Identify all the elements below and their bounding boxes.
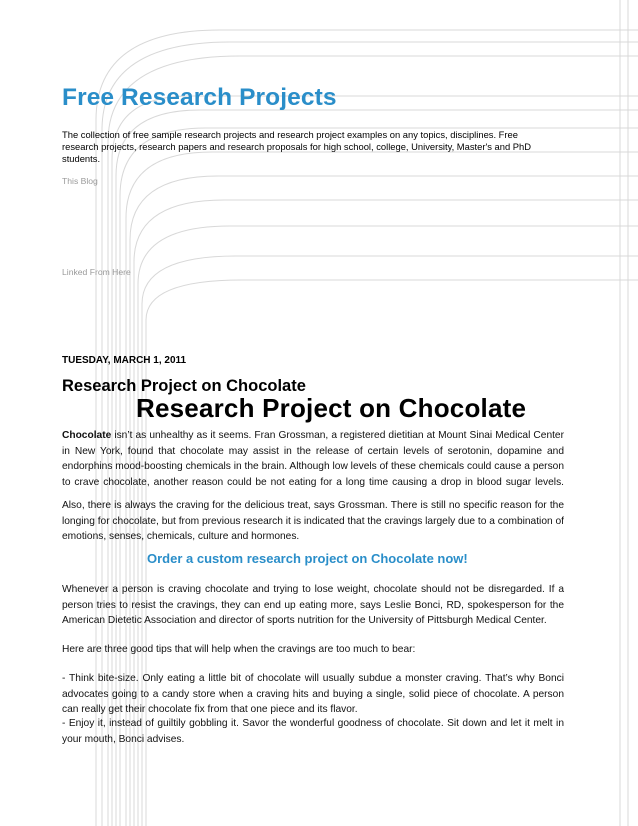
linked-from-here-label[interactable]: Linked From Here [62, 267, 131, 277]
post-date: TUESDAY, MARCH 1, 2011 [62, 355, 187, 366]
paragraph-1-lead: Chocolate [62, 430, 112, 441]
order-cta-link[interactable]: Order a custom research project on Chocolate now! [147, 551, 468, 566]
post-title: Research Project on Chocolate [62, 377, 306, 395]
paragraph-4: Here are three good tips that will help when the cravings are too much to bear: [62, 644, 416, 655]
paragraph-1 [62, 428, 564, 491]
paragraph-2: Also, there is always the craving for the delicious treat, says Grossman. There is still no specific reason for the longing for chocolate, but from previous research it is indicated that the cravings largely due to a combination of emotions, senses, chemicals, culture and hormones. [62, 500, 564, 543]
blog-description: The collection of free sample research projects and research project examples on any topics, disciplines. Free research projects, research papers and research proposals for high school, college, University, Master's and PhD students. [62, 129, 532, 164]
paragraph-1-body: isn’t as unhealthy as it seems. Fran Grossman, a registered dietitian at Mount Sinai Medical Center in New York, found that chocolate may assist in the release of certain levels of serotonin, dopamine and endorphins mood-boosting chemicals in the brain. Although low levels of these chemicals could cause a person to crave chocolate, another reason could be not eating for a long time causing a drop in blood sugar levels. [62, 430, 564, 489]
paragraph-3: Whenever a person is craving chocolate and trying to lose weight, chocolate should not be disregarded. If a person tries to resist the cravings, they can end up eating more, says Leslie Bonci, RD, spokesperson for the American Dietetic Association and director of sports nutrition for the University of Pittsburgh Medical Center. [62, 584, 564, 627]
this-blog-label[interactable]: This Blog [62, 176, 98, 186]
post-heading: Research Project on Chocolate [136, 393, 527, 423]
paragraph-5: - Think bite-size. Only eating a little bit of chocolate will usually subdue a monster craving. That’s why Bonci advocates going to a candy store when a craving hits and buying a single, solid piece of chocolate. A person can really get their chocolate fix from that one piece and its flavor. [62, 673, 564, 716]
paragraph-6: - Enjoy it, instead of guiltily gobbling it. Savor the wonderful goodness of chocolate. Sit down and let it melt in your mouth, Bonci advises. [62, 718, 564, 745]
blog-title[interactable]: Free Research Projects [62, 84, 337, 111]
